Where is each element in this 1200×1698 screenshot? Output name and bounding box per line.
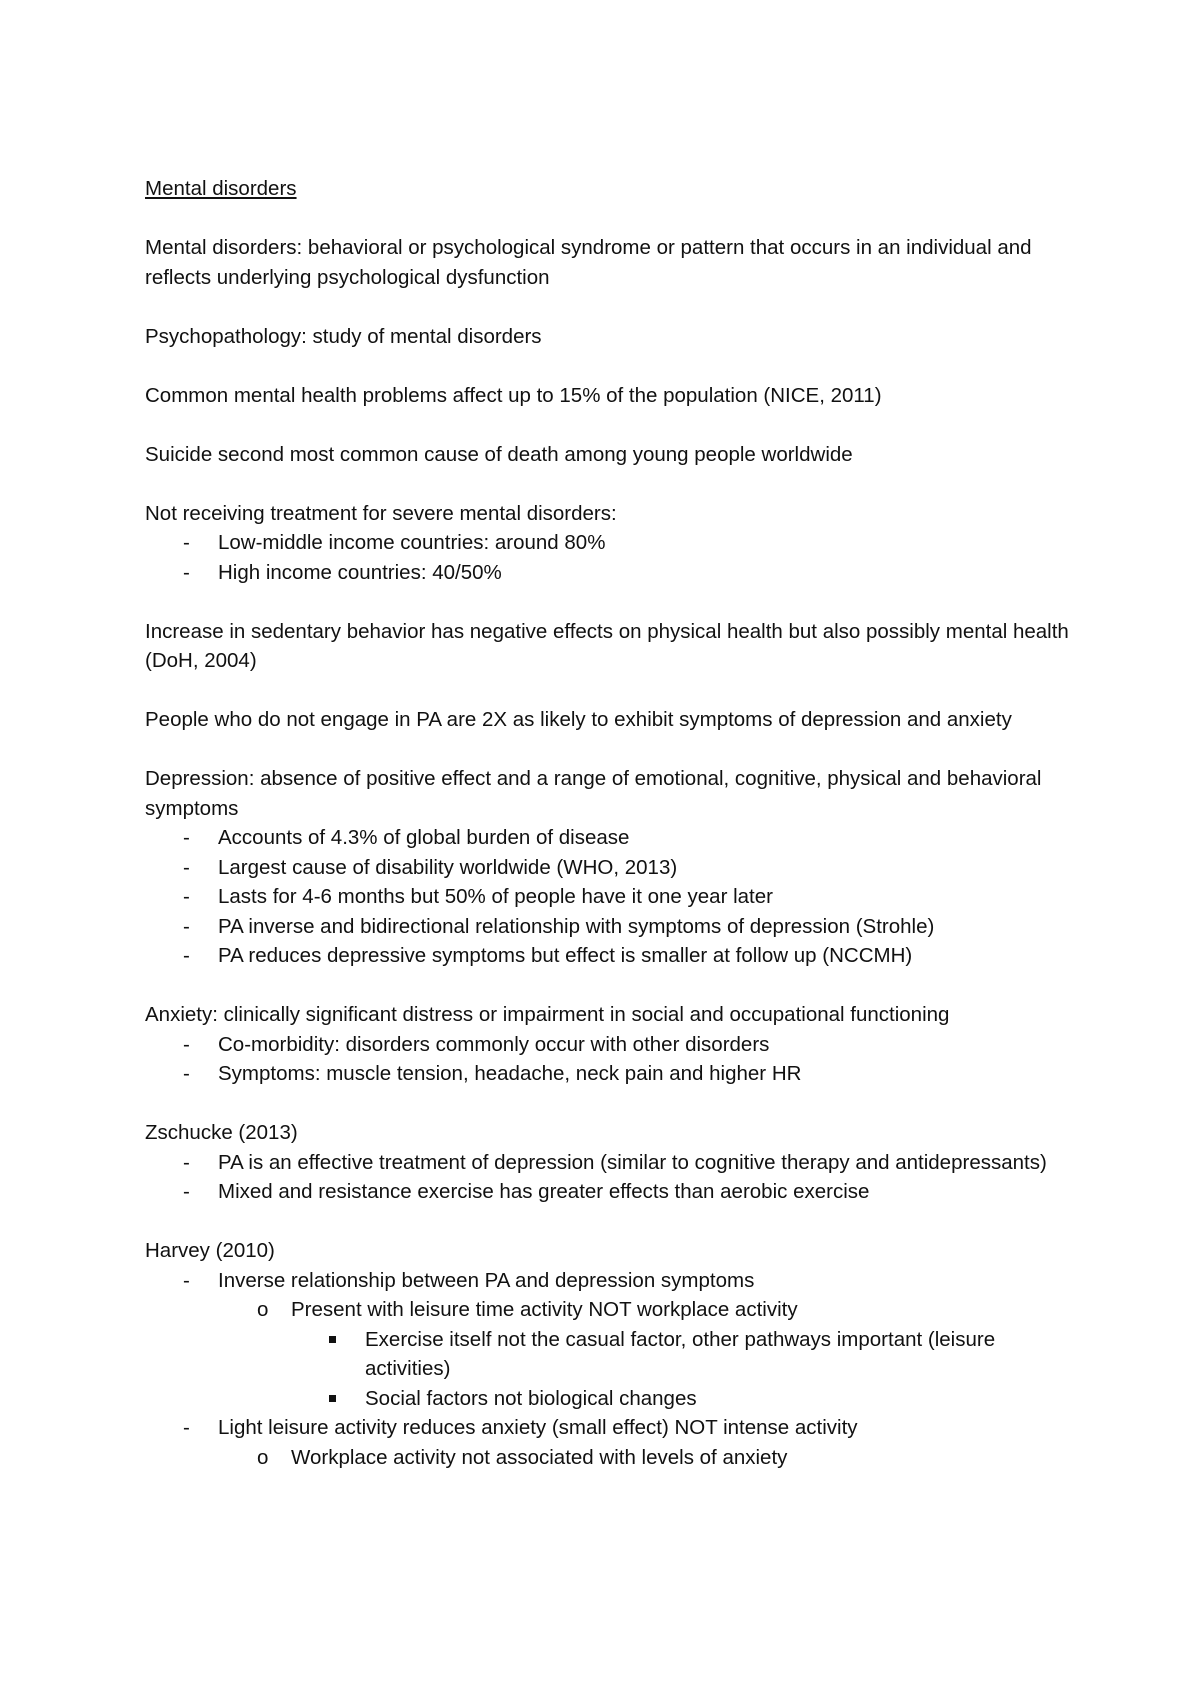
dash-marker: -	[183, 944, 190, 967]
document-page	[145, 174, 1075, 1472]
dash-marker: -	[183, 1150, 190, 1174]
list-subitem: o Workplace activity not associated with levels of anxiety	[145, 1443, 1075, 1473]
list-item: - Lasts for 4-6 months but 50% of people have it one year later	[145, 882, 1075, 912]
anxiety-section	[145, 1000, 1075, 1089]
dash-marker: -	[183, 531, 190, 554]
dash-marker: -	[183, 1416, 190, 1439]
list-item: - High income countries: 40/50%	[145, 558, 1075, 588]
zschucke-heading: Zschucke (2013)	[145, 1121, 298, 1144]
dash-marker: -	[183, 1268, 190, 1292]
list-item: - Symptoms: muscle tension, headache, neck pain and higher HR	[145, 1059, 1075, 1089]
dash-marker: -	[183, 885, 190, 908]
sedentary-paragraph: Increase in sedentary behavior has negative effects on physical health but also possibly mental health (DoH, 2004)	[145, 619, 1069, 672]
suicide-paragraph: Suicide second most common cause of death among young people worldwide	[145, 442, 853, 466]
list-item: - Mixed and resistance exercise has greater effects than aerobic exercise	[145, 1177, 1075, 1207]
zschucke-section	[145, 1118, 1075, 1207]
circle-marker: o	[257, 1445, 269, 1469]
list-item: - PA reduces depressive symptoms but effect is smaller at follow up (NCCMH)	[145, 941, 1075, 971]
dash-marker: -	[183, 1062, 190, 1085]
list-subsubitem: Social factors not biological changes	[145, 1384, 1075, 1414]
common-problems-paragraph: Common mental health problems affect up to 15% of the population (NICE, 2011)	[145, 383, 882, 407]
dash-marker: -	[183, 826, 190, 849]
square-bullet-icon	[329, 1395, 336, 1402]
square-bullet-icon	[329, 1336, 336, 1343]
harvey-heading: Harvey (2010)	[145, 1239, 275, 1262]
list-item: - Accounts of 4.3% of global burden of disease	[145, 823, 1075, 853]
list-subitem: o Present with leisure time activity NOT workplace activity	[145, 1295, 1075, 1325]
list-item: - Low-middle income countries: around 80%	[145, 528, 1075, 558]
depression-section	[145, 764, 1075, 971]
anxiety-heading: Anxiety: clinically significant distress or impairment in social and occupational functioning	[145, 1003, 950, 1026]
psychopathology-paragraph: Psychopathology: study of mental disorders	[145, 324, 542, 348]
list-item: - Largest cause of disability worldwide (WHO, 2013)	[145, 853, 1075, 883]
dash-marker: -	[183, 1032, 190, 1056]
dash-marker: -	[183, 914, 190, 938]
treatment-heading: Not receiving treatment for severe mental disorders:	[145, 501, 617, 525]
page-title: Mental disorders	[145, 177, 297, 200]
dash-marker: -	[183, 560, 190, 584]
pa-likelihood-paragraph: People who do not engage in PA are 2X as likely to exhibit symptoms of depression and anxiety	[145, 708, 1012, 731]
circle-marker: o	[257, 1298, 269, 1321]
harvey-section	[145, 1236, 1075, 1472]
dash-marker: -	[183, 855, 190, 879]
list-item: - PA inverse and bidirectional relationship with symptoms of depression (Strohle)	[145, 912, 1075, 942]
list-item: - PA is an effective treatment of depression (similar to cognitive therapy and antidepressants)	[145, 1148, 1075, 1178]
dash-marker: -	[183, 1180, 190, 1203]
list-item: - Co-morbidity: disorders commonly occur with other disorders	[145, 1030, 1075, 1060]
depression-heading: Depression: absence of positive effect and a range of emotional, cognitive, physical and behavioral symptoms	[145, 767, 1042, 820]
list-item: - Light leisure activity reduces anxiety (small effect) NOT intense activity	[145, 1413, 1075, 1443]
treatment-section	[145, 499, 1075, 588]
definition-paragraph: Mental disorders: behavioral or psychological syndrome or pattern that occurs in an individual and reflects underlying psychological dysfunction	[145, 236, 1032, 289]
list-item: - Inverse relationship between PA and depression symptoms	[145, 1266, 1075, 1296]
list-subsubitem: Exercise itself not the casual factor, other pathways important (leisure activities)	[145, 1325, 1075, 1384]
